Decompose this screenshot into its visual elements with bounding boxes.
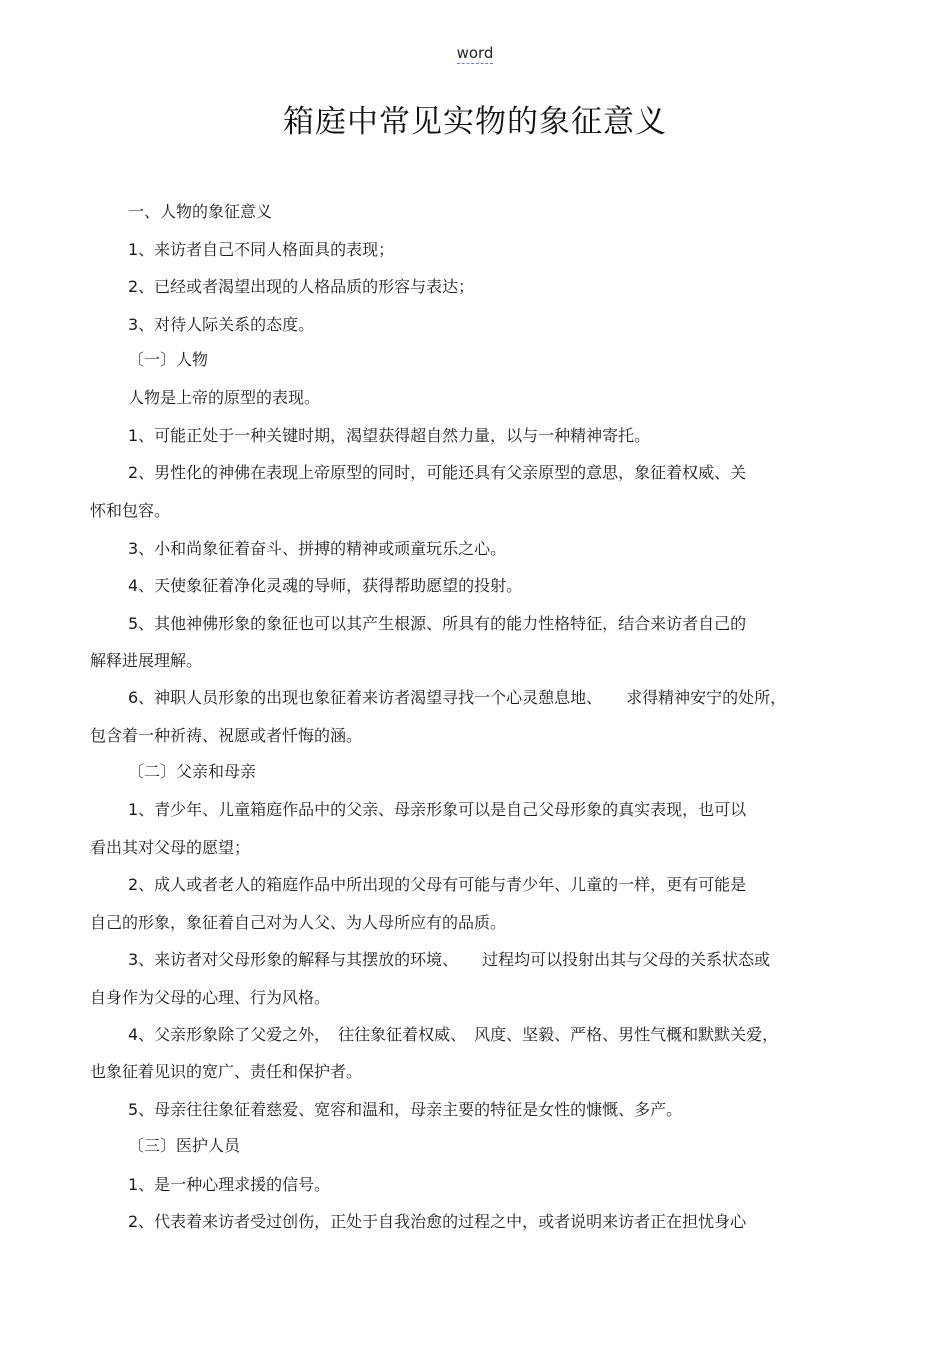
subsection-heading: 〔一〕人物: [128, 350, 209, 369]
paragraph-line: 怀和包容。: [90, 501, 171, 520]
paragraph-line: 4、父亲形象除了父爱之外， 往往象征着权威、 风度、坚毅、严格、男性气概和默默关爱，: [128, 1025, 779, 1044]
header-label: word: [456, 44, 494, 62]
paragraph-line: 包含着一种祈祷、祝愿或者忏悔的涵。: [90, 726, 363, 745]
paragraph-line: 5、母亲往往象征着慈爱、宽容和温和，母亲主要的特征是女性的慷慨、多产。: [128, 1100, 683, 1119]
document-header: [0, 44, 950, 62]
paragraph-line: 4、天使象征着净化灵魂的导师，获得帮助愿望的投射。: [128, 576, 523, 595]
paragraph-line: 6、神职人员形象的出现也象征着来访者渴望寻找一个心灵憩息地、 求得精神安宁的处所，: [128, 688, 787, 707]
paragraph-line: 自身作为父母的心理、行为风格。: [90, 988, 331, 1007]
paragraph-line: 1、是一种心理求援的信号。: [128, 1175, 331, 1194]
paragraph-line: 2、成人或者老人的箱庭作品中所出现的父母有可能与青少年、儿童的一样，更有可能是: [128, 875, 747, 894]
subsection-heading: 〔二〕父亲和母亲: [128, 762, 257, 781]
paragraph-line: 1、可能正处于一种关键时期，渴望获得超自然力量，以与一种精神寄托。: [128, 426, 651, 445]
paragraph-line: 解释进展理解。: [90, 651, 203, 670]
paragraph-line: 3、小和尚象征着奋斗、拼搏的精神或顽童玩乐之心。: [128, 539, 507, 558]
paragraph-line: 1、青少年、儿童箱庭作品中的父亲、母亲形象可以是自己父母形象的真实表现，也可以: [128, 800, 747, 819]
paragraph-line: 3、对待人际关系的态度。: [128, 315, 315, 334]
document-title: 箱庭中常见实物的象征意义: [283, 104, 667, 140]
section-heading: 一、人物的象征意义: [128, 202, 273, 221]
subsection-heading: 〔三〕医护人员: [128, 1136, 241, 1155]
paragraph-line: 也象征着见识的宽广、责任和保护者。: [90, 1062, 363, 1081]
paragraph-line: 3、来访者对父母形象的解释与其摆放的环境、 过程均可以投射出其与父母的关系状态或: [128, 950, 771, 969]
paragraph-line: 1、来访者自己不同人格面具的表现；: [128, 240, 395, 259]
paragraph-line: 看出其对父母的愿望；: [90, 838, 251, 857]
paragraph-line: 人物是上帝的原型的表现。: [128, 388, 321, 407]
paragraph-line: 自己的形象，象征着自己对为人父、为人母所应有的品质。: [90, 913, 507, 932]
paragraph-line: 5、其他神佛形象的象征也可以其产生根源、所具有的能力性格特征，结合来访者自己的: [128, 614, 747, 633]
paragraph-line: 2、代表着来访者受过创伤，正处于自我治愈的过程之中，或者说明来访者正在担忧身心: [128, 1212, 747, 1231]
paragraph-line: 2、已经或者渴望出现的人格品质的形容与表达；: [128, 277, 475, 296]
paragraph-line: 2、男性化的神佛在表现上帝原型的同时，可能还具有父亲原型的意思，象征着权威、关: [128, 463, 747, 482]
